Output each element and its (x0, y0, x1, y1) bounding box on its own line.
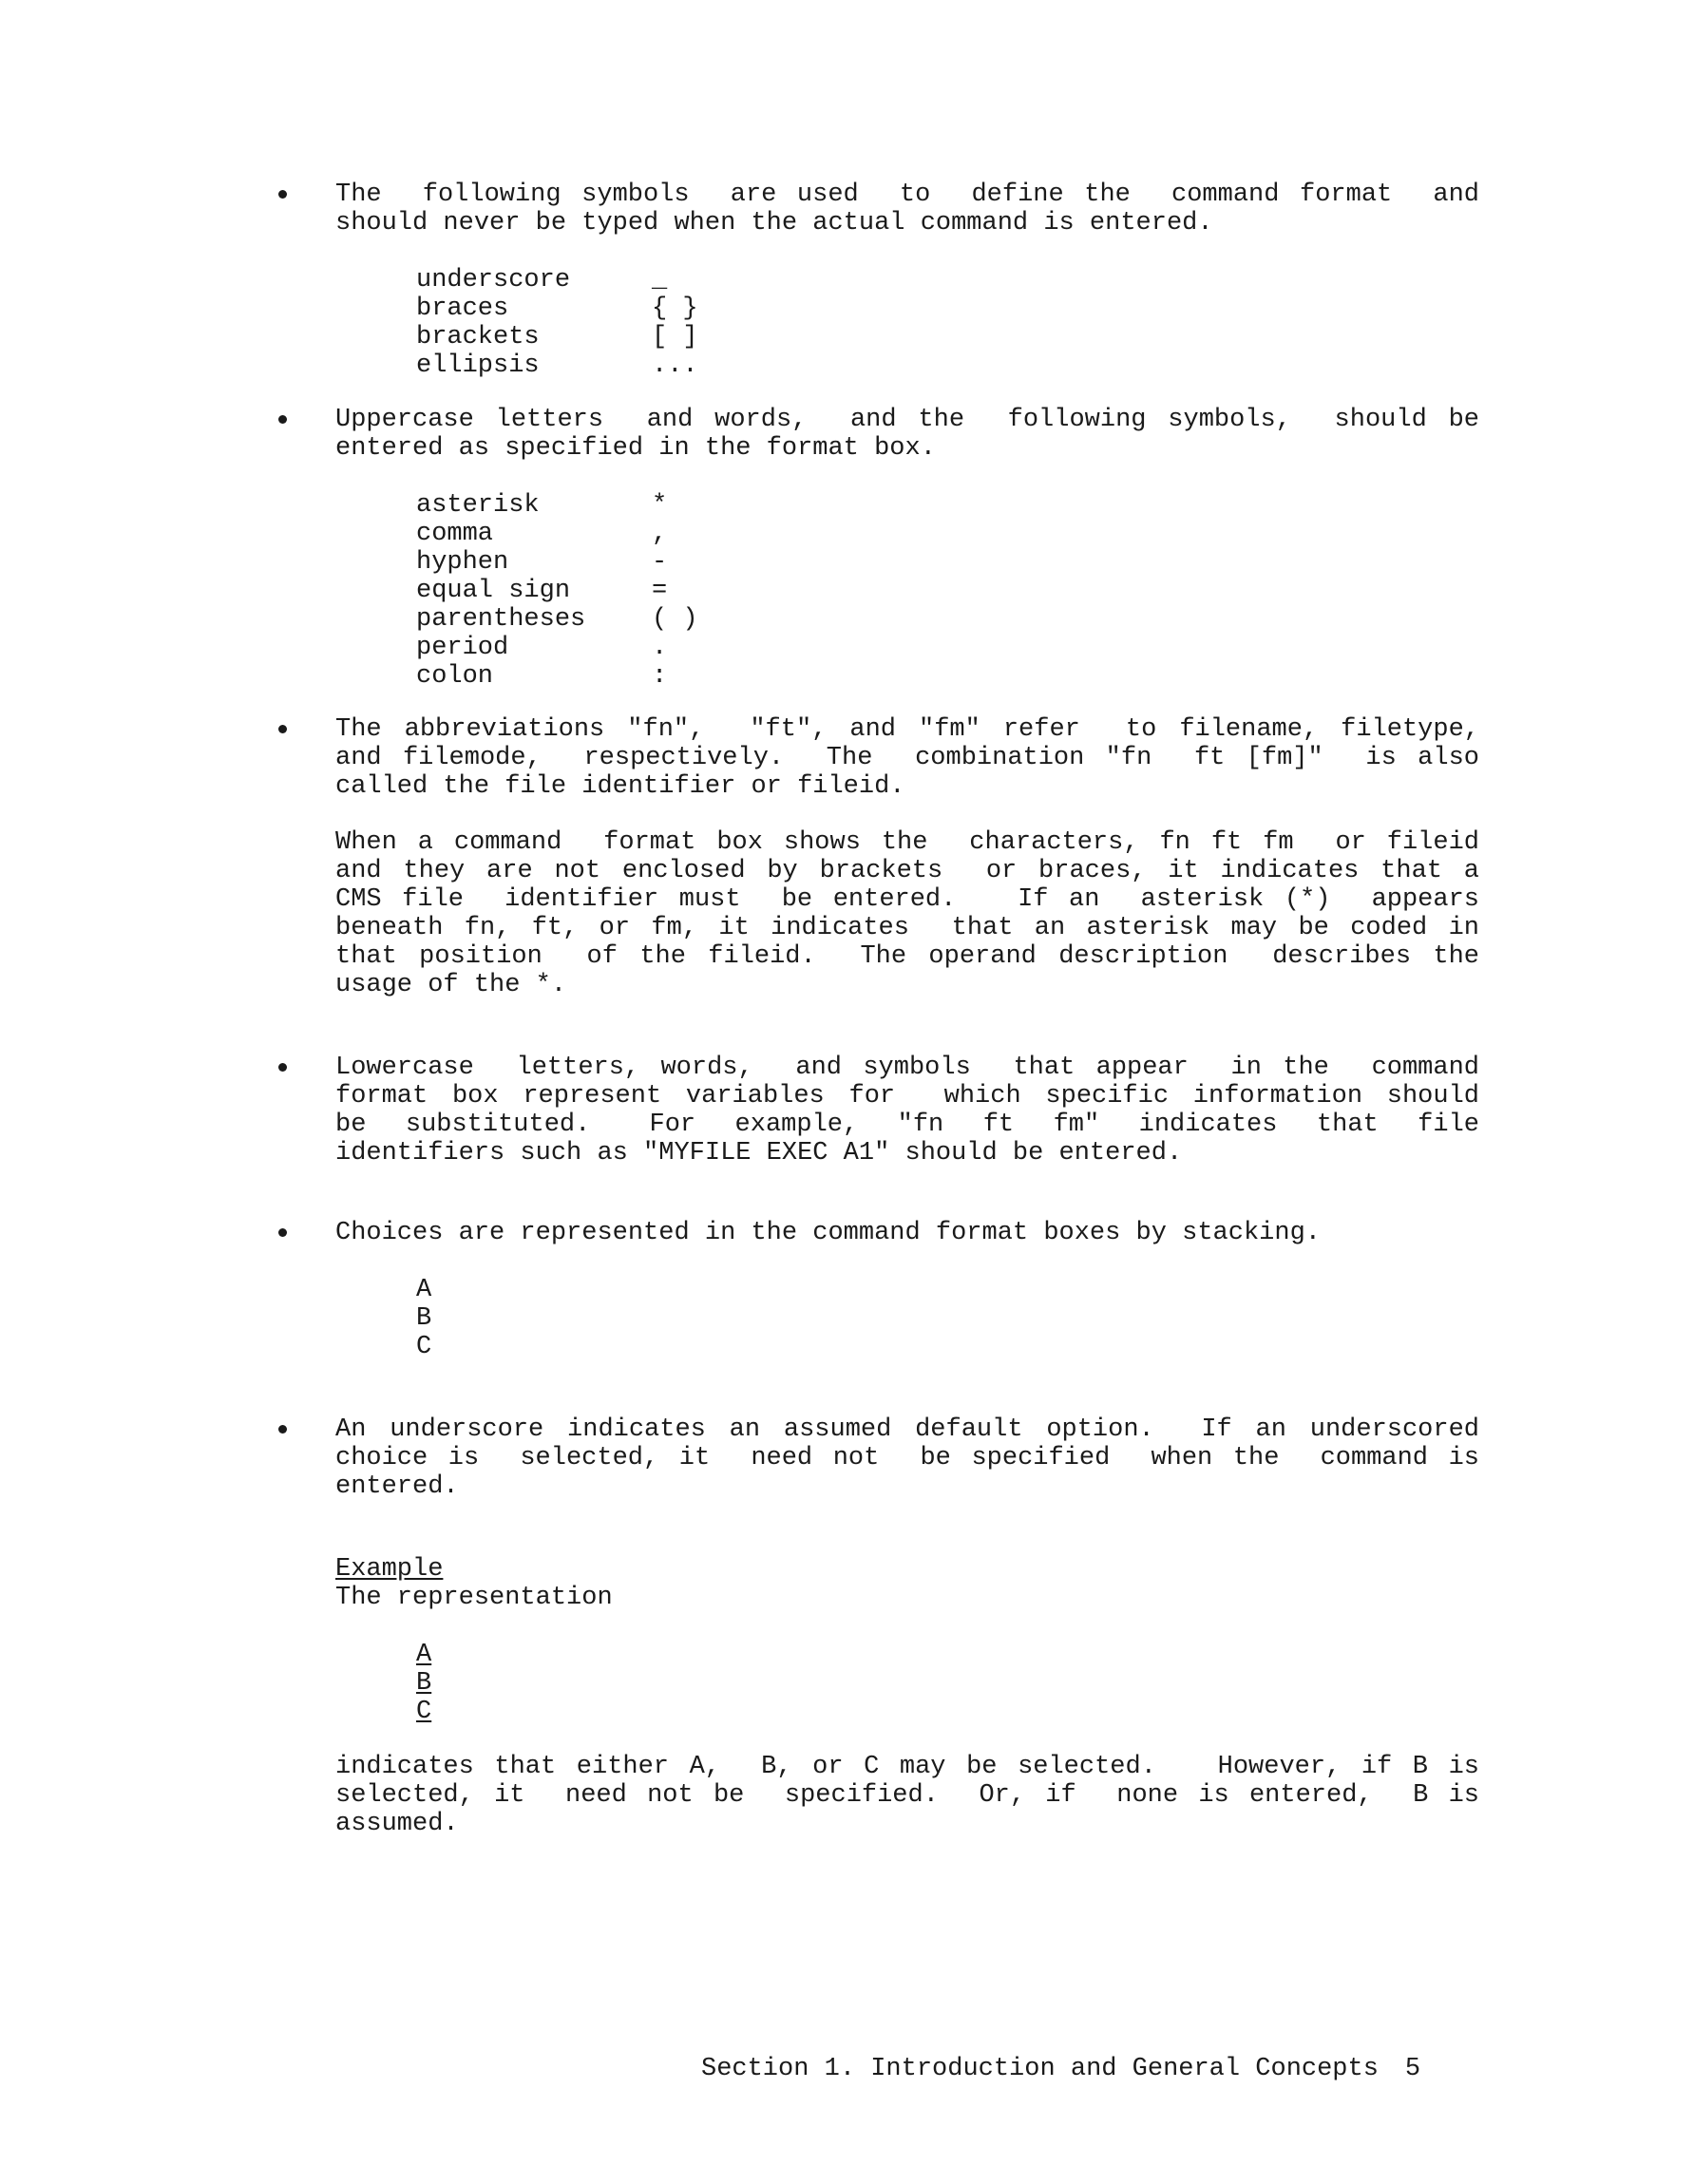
symbol-glyph: [ ] (652, 323, 698, 351)
text-line: An underscore indicates an assumed default option. If an underscored (335, 1415, 1479, 1444)
choice-item: C (416, 1333, 432, 1361)
text-line: indicates that either A, B, or C may be selected. However, if B is (335, 1753, 1479, 1781)
symbol-glyph: ( ) (652, 605, 698, 634)
choice-item: A (416, 1276, 432, 1304)
symbol-glyph: ... (652, 351, 698, 380)
text-line: Uppercase letters and words, and the following symbols, should be (335, 406, 1479, 434)
text-line: selected, it need not be specified. Or, if none is entered, B is (335, 1781, 1479, 1810)
bullet4-paragraph (335, 1054, 1479, 1168)
symbol-row (416, 634, 698, 662)
symbol-term: braces (416, 294, 509, 323)
text-line: and filemode, respectively. The combination "fn ft [fm]" is also (335, 744, 1479, 772)
symbol-term: comma (416, 520, 494, 548)
choice-stack (416, 1276, 431, 1361)
text-line: identifiers such as "MYFILE EXEC A1" should be entered. (335, 1139, 1183, 1168)
symbol-glyph: * (652, 491, 668, 520)
symbol-term: equal sign (416, 577, 571, 605)
text-line: and they are not enclosed by brackets or braces, it indicates that a (335, 857, 1479, 885)
symbol-term: ellipsis (416, 351, 540, 380)
bullet1-paragraph (335, 180, 1479, 237)
bullet3-paragraph (335, 715, 1479, 801)
symbol-row (416, 577, 698, 605)
symbol-term: brackets (416, 323, 540, 351)
example-choice-stack (416, 1641, 431, 1726)
choice-item: B (416, 1304, 432, 1333)
text-line: that position of the fileid. The operand description describes the (335, 942, 1479, 971)
text-line: called the file identifier or fileid. (335, 772, 905, 801)
symbol-glyph: _ (652, 266, 668, 294)
example-heading: Example (335, 1555, 444, 1584)
text-line: choice is selected, it need not be specified when the command is (335, 1444, 1479, 1472)
text-line: should never be typed when the actual command is entered. (335, 209, 1213, 237)
text-line: entered as specified in the format box. (335, 434, 936, 463)
bullet5-paragraph (335, 1219, 1479, 1247)
text-line: CMS file identifier must be entered. If an asterisk (*) appears (335, 885, 1479, 914)
text-line: be substituted. For example, "fn ft fm" indicates that file (335, 1111, 1479, 1139)
symbol-glyph: { } (652, 294, 698, 323)
symbol-glyph: = (652, 577, 668, 605)
entered-symbols-table (416, 491, 698, 691)
representation-line: The representation (335, 1584, 613, 1612)
symbol-term: period (416, 634, 509, 662)
bullet3-second-paragraph (335, 828, 1479, 999)
text-line: When a command format box shows the characters, fn ft fm or fileid (335, 828, 1479, 857)
format-symbols-table (416, 266, 698, 380)
symbol-glyph: , (652, 520, 668, 548)
text-line: Lowercase letters, words, and symbols that appear in the command (335, 1054, 1479, 1082)
text-line: The abbreviations "fn", "ft", and "fm" refer to filename, filetype, (335, 715, 1479, 744)
choice-item: A (416, 1641, 432, 1669)
symbol-row (416, 323, 698, 351)
symbol-term: hyphen (416, 548, 509, 577)
footer-section-title: Section 1. Introduction and General Concepts (701, 2055, 1379, 2083)
choice-item-default: B (416, 1669, 432, 1698)
text-line: assumed. (335, 1810, 459, 1838)
text-line: The following symbols are used to define the command format and (335, 180, 1479, 209)
text-line: Choices are represented in the command format boxes by stacking. (335, 1219, 1321, 1247)
page-footer (701, 2055, 1420, 2083)
symbol-glyph: - (652, 548, 668, 577)
symbol-glyph: . (652, 634, 668, 662)
page-number: 5 (1404, 2055, 1421, 2083)
symbol-term: parentheses (416, 605, 586, 634)
symbol-term: underscore (416, 266, 571, 294)
text-line: beneath fn, ft, or fm, it indicates that an asterisk may be coded in (335, 914, 1479, 942)
symbol-row (416, 520, 698, 548)
bullet6-paragraph (335, 1415, 1479, 1501)
symbol-row (416, 266, 698, 294)
symbol-row (416, 351, 698, 380)
symbol-row (416, 548, 698, 577)
example-block (335, 1555, 1479, 1612)
text-line: entered. (335, 1472, 459, 1501)
symbol-glyph: : (652, 662, 668, 691)
symbol-row (416, 491, 698, 520)
symbol-row (416, 294, 698, 323)
example-conclusion (335, 1753, 1479, 1838)
symbol-term: asterisk (416, 491, 540, 520)
text-line: format box represent variables for which specific information should (335, 1082, 1479, 1111)
symbol-term: colon (416, 662, 494, 691)
text-line: usage of the *. (335, 971, 567, 999)
symbol-row (416, 662, 698, 691)
bullet2-paragraph (335, 406, 1479, 463)
symbol-row (416, 605, 698, 634)
choice-item: C (416, 1698, 432, 1726)
